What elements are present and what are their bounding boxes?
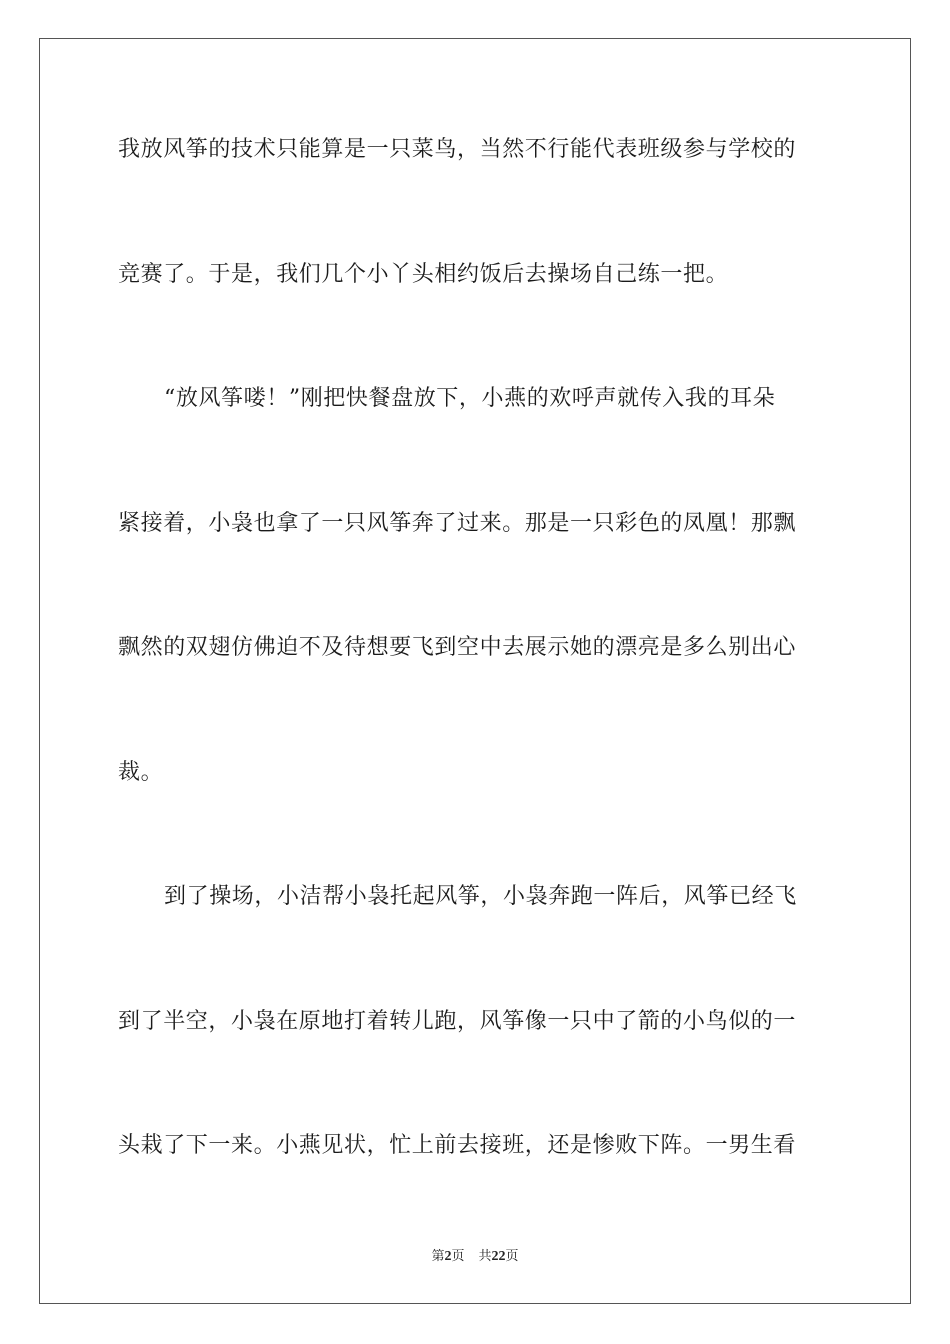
page-footer [0,1245,950,1265]
text-line-6: 裁。 [118,759,164,785]
text-line-8: 到了半空，小袅在原地打着转儿跑，风筝像一只中了箭的小鸟似的一 [118,1008,797,1034]
total-pages: 22 [491,1249,506,1264]
page-suffix: 页 [451,1249,465,1264]
total-prefix: 共 [478,1249,492,1264]
text-line-4: 紧接着，小袅也拿了一只风筝奔了过来。那是一只彩色的凤凰！那飘 [118,510,797,536]
page-prefix: 第 [431,1249,445,1264]
text-line-5: 飘然的双翅仿佛迫不及待想要飞到空中去展示她的漂亮是多么别出心 [118,635,797,660]
text-line-7: 到了操场，小洁帮小袅托起风筝，小袅奔跑一阵后，风筝已经飞 [164,884,797,909]
text-line-2: 竞赛了。于是，我们几个小丫头相约饭后去操场自己练一把。 [118,261,729,287]
text-line-1: 我放风筝的技术只能算是一只菜鸟，当然不行能代表班级参与学校的 [118,137,797,162]
total-suffix: 页 [505,1249,519,1264]
page-number: 2 [444,1249,452,1264]
document-body [118,128,834,1249]
text-line-3: “放风筝喽！”刚把快餐盘放下，小燕的欢呼声就传入我的耳朵 [164,386,776,411]
text-line-9: 头栽了下一来。小燕见状，忙上前去接班，还是惨败下阵。一男生看 [118,1133,797,1158]
